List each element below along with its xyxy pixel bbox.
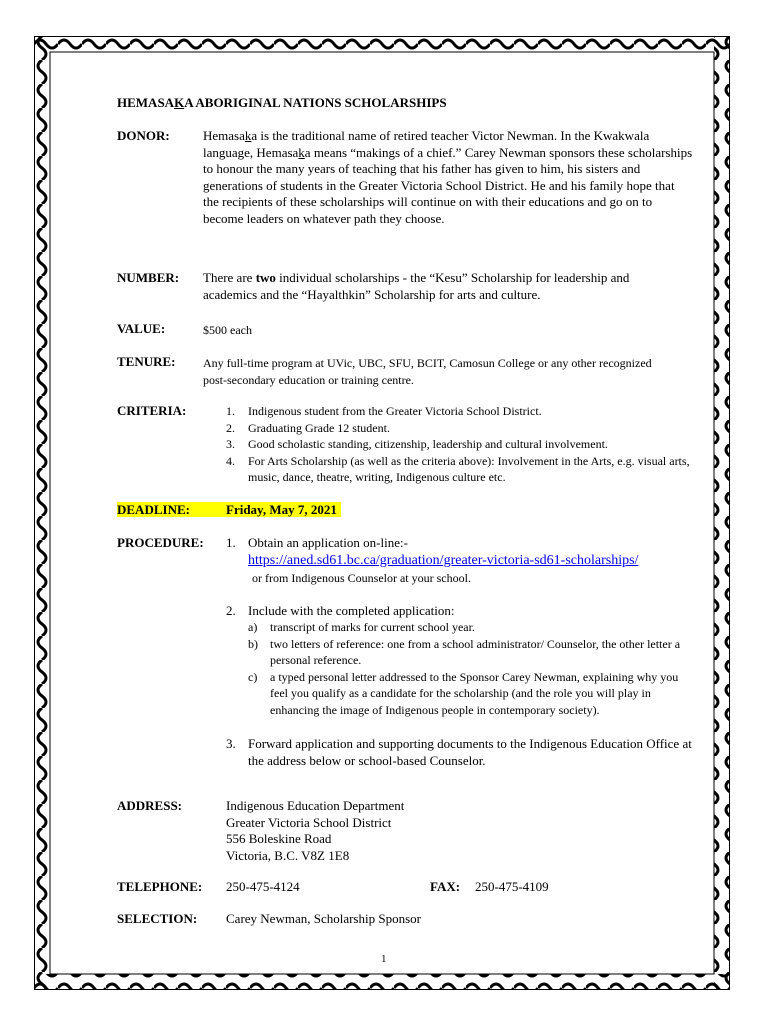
value-label: VALUE:	[117, 321, 166, 336]
tenure-label: TENURE:	[117, 354, 176, 369]
procedure-label: PROCEDURE:	[117, 535, 204, 550]
application-requirement: b) two letters of reference: one from a school administrator/ Counselor, the other letter a personal reference.	[248, 636, 681, 667]
procedure-step-1: 1. Obtain an application on-line:- https://aned.sd61.bc.ca/graduation/greater-victoria-sd61-scholarships/ or from Indigenous Counselor at your school.	[226, 535, 639, 585]
number-label: NUMBER:	[117, 270, 180, 285]
selection-value: Carey Newman, Scholarship Sponsor	[226, 911, 421, 926]
criteria-item: 3. Good scholastic standing, citizenship, leadership and cultural involvement.	[226, 437, 608, 451]
procedure-steps	[226, 535, 696, 769]
criteria-list	[226, 403, 696, 486]
criteria-item: 1. Indigenous student from the Greater Victoria School District.	[226, 404, 542, 418]
fax-label: FAX:	[430, 879, 461, 894]
selection-label: SELECTION:	[117, 911, 198, 926]
criteria-label: CRITERIA:	[117, 403, 187, 418]
application-link[interactable]: https://aned.sd61.bc.ca/graduation/greater-victoria-sd61-scholarships/	[248, 552, 639, 568]
criteria-item: 2. Graduating Grade 12 student.	[226, 420, 390, 435]
procedure-step-3: 3. Forward application and supporting documents to the Indigenous Education Office at the address below or school-based Counselor.	[226, 736, 692, 768]
value-text: $500 each	[203, 323, 252, 337]
number-text: There are two individual scholarships - the “Kesu” Scholarship for leadership and academics and the “Hayalthkin” Scholarship for arts and culture.	[203, 270, 630, 302]
document-title: HEMASAKA ABORIGINAL NATIONS SCHOLARSHIPS	[117, 95, 447, 110]
telephone-label: TELEPHONE:	[117, 879, 203, 894]
donor-label: DONOR:	[117, 128, 170, 143]
tenure-text: Any full-time program at UVic, UBC, SFU, BCIT, Camosun College or any other recognized post-secondary education or training centre.	[203, 356, 652, 387]
deadline-date: Friday, May 7, 2021	[222, 502, 341, 519]
telephone-value: 250-475-4124	[226, 879, 300, 894]
procedure-step-2: 2. Include with the completed application: a) transcript of marks for current school year. b) two letters of reference: one from a school administrator/ Counselor, the other letter a personal reference. c) a typed personal letter addressed to the Sponsor Carey Newman, explaining why you feel you qualify as a candidate for the scholarship (and the role you will play in enhancing the image of Indigenous people in contemporary society).	[226, 603, 696, 719]
donor-text: Hemasaka is the traditional name of retired teacher Victor Newman. In the Kwakwala language, Hemasaka means “makings of a chief.” Carey Newman sponsors these scholarships to honour the many years of teaching that his father has given to him, his sisters and generations of students in the Greater Victoria School District. He and his family hope that the recipients of these scholarships will continue on with their educations and go on to become leaders on whatever path they choose.	[203, 128, 693, 226]
address-label: ADDRESS:	[117, 798, 183, 813]
application-requirement: c) a typed personal letter addressed to the Sponsor Carey Newman, explaining why you feel you qualify as a candidate for the scholarship (and the role you will play in enhancing the image of Indigenous people in contemporary society).	[248, 669, 679, 717]
page-number: 1	[381, 953, 387, 965]
fax-value: 250-475-4109	[475, 879, 549, 894]
address-block: Indigenous Education Department Greater Victoria School District 556 Boleskine Road Victoria, B.C. V8Z 1E8	[226, 798, 405, 863]
application-requirement: a) transcript of marks for current school year.	[248, 620, 475, 634]
deadline-label: DEADLINE:	[117, 502, 222, 519]
criteria-item: 4. For Arts Scholarship (as well as the criteria above): Involvement in the Arts, e.g. visual arts, music, dance, theatre, writing, Indigenous culture etc.	[226, 453, 690, 484]
